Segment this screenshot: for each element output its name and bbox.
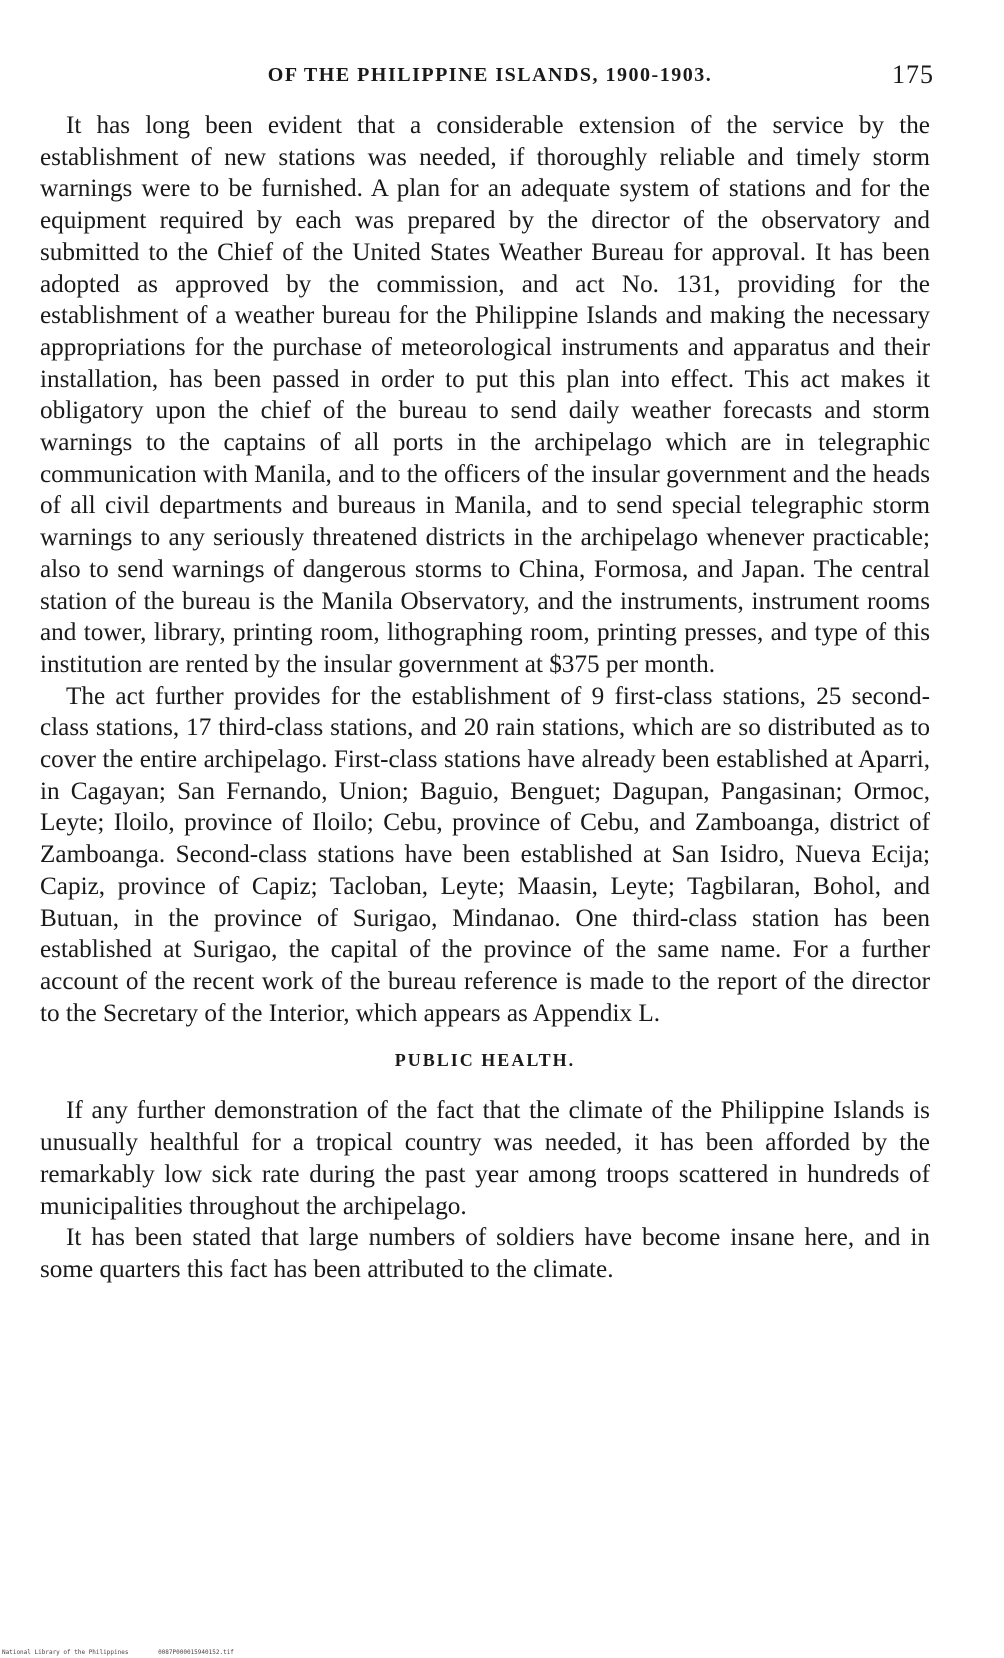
file-id: 0087P000015940152.tif bbox=[158, 1649, 234, 1656]
page-number: 175 bbox=[892, 60, 934, 89]
paragraph-soldiers-insane: It has been stated that large numbers of soldiers have become insane here, and in some quarters this fact has been attributed to the climate. bbox=[40, 1224, 930, 1283]
body-text bbox=[40, 110, 930, 1286]
paragraph-healthful-climate: If any further demonstration of the fact that the climate of the Philippine Islands is unusually healthful for a tropical country was needed, it has been afforded by the remarkably low sick rate during the past year among troops scattered in hundreds of municipalities throughout the archipelago. bbox=[40, 1097, 930, 1220]
paragraph-storm-warning-stations: It has long been evident that a considerable extension of the service by the establishment of new stations was needed, if thoroughly reliable and timely storm warnings were to be furnished. A plan for an adequate system of stations and for the equipment required by each was prepared by the director of the observatory and submitted to the Chief of the United States Weather Bureau for approval. It has been adopted as approved by the commission, and act No. 131, providing for the establishment of a weather bureau for the Philippine Islands and making the necessary appropriations for the purchase of meteorological instruments and apparatus and their installation, has been passed in order to put this plan into effect. This act makes it obligatory upon the chief of the bureau to send daily weather forecasts and storm warnings to the captains of all ports in the archipelago which are in telegraphic communication with Manila, and to the officers of the insular government and the heads of all civil departments and bureaus in Manila, and to send special telegraphic storm warnings to any seriously threatened districts in the archipelago whenever practicable; also to send warnings of dangerous storms to China, Formosa, and Japan. The central station of the bureau is the Manila Observatory, and the instruments, instrument rooms and tower, library, printing room, lithographing room, printing presses, and type of this institution are rented by the insular government at $375 per month. bbox=[40, 112, 930, 678]
paragraph-station-classes: The act further provides for the establishment of 9 first-class stations, 25 second-class stations, 17 third-class stations, and 20 rain stations, which are so distributed as to cover the entire archipelago. First-class stations have already been established at Aparri, in Cagayan; San Fernando, Union; Baguio, Benguet; Dagupan, Pangasinan; Ormoc, Leyte; Iloilo, province of Iloilo; Cebu, province of Cebu, and Zamboanga, district of Zamboanga. Second-class stations have been established at San Isidro, Nueva Ecija; Capiz, province of Capiz; Tacloban, Leyte; Maasin, Leyte; Tagbilaran, Bohol, and Butuan, in the province of Surigao, Mindanao. One third-class station has been established at Surigao, the capital of the province of the same name. For a further account of the recent work of the bureau reference is made to the report of the director to the Secretary of the Interior, which appears as Appendix L. bbox=[40, 682, 930, 1027]
library-credit: National Library of the Philippines bbox=[2, 1649, 129, 1656]
running-title: OF THE PHILIPPINE ISLANDS, 1900-1903. bbox=[267, 64, 713, 86]
scan-footer bbox=[2, 1649, 260, 1656]
section-heading-public-health: PUBLIC HEALTH. bbox=[394, 1050, 576, 1071]
